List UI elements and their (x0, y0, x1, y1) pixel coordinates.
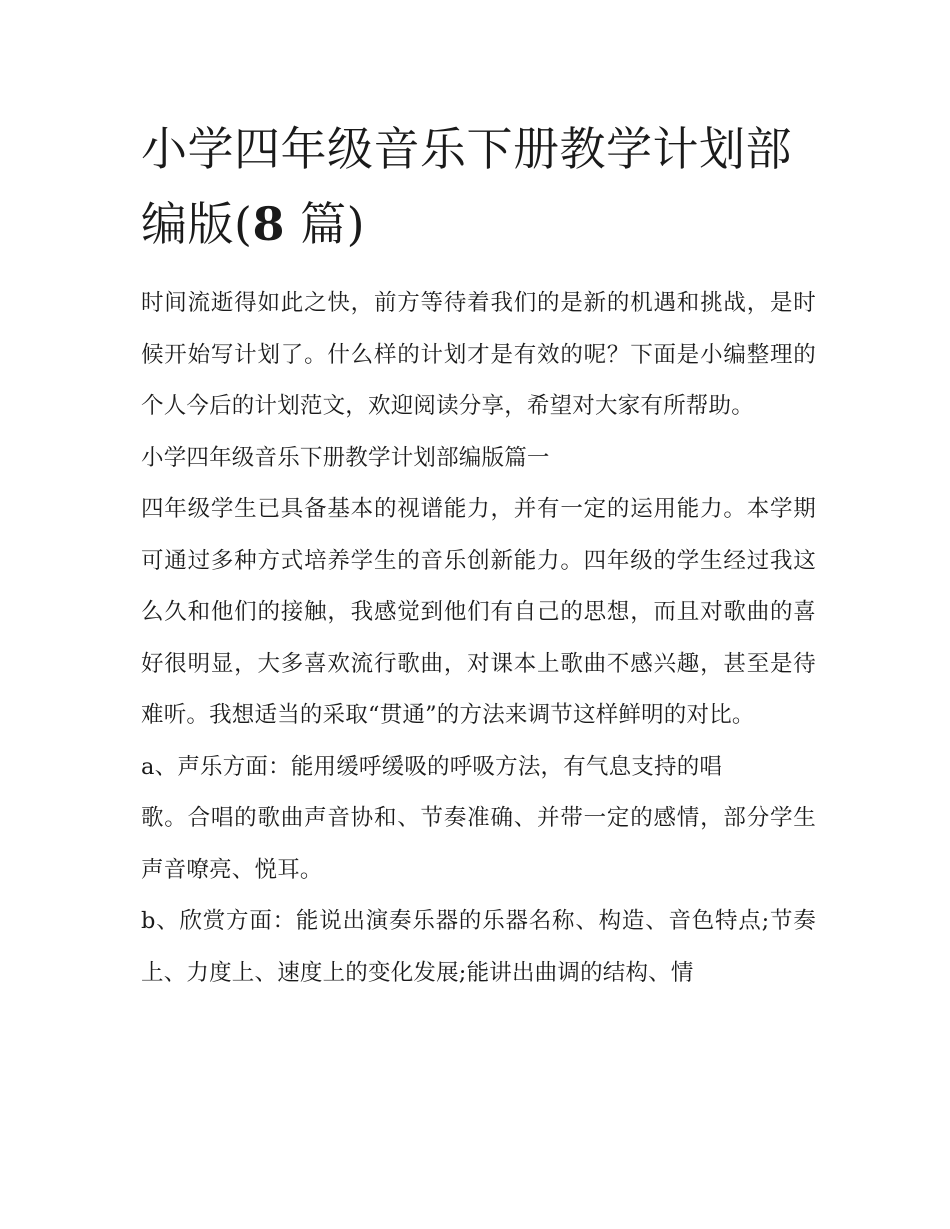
item-b: b、欣赏方面：能说出演奏乐器的乐器名称、构造、音色特点;节奏上、力度上、速度上的变化发展;能讲出曲调的结构、情 (141, 908, 816, 986)
title-text: 小学四年级音乐下册教学计划部编版( (141, 122, 792, 251)
section-heading: 小学四年级音乐下册教学计划部编版篇一 (141, 444, 550, 471)
item-a-first-line: a、声乐方面：能用缓呼缓吸的呼吸方法，有气息支持的唱 (141, 753, 723, 780)
body-paragraph: 四年级学生已具备基本的视谱能力，并有一定的运用能力。本学期可通过多种方式培养学生的音乐创新能力。四年级的学生经过我这么久和他们的接触，我感觉到他们有自己的思想，而且对歌曲的喜好很明显，大多喜欢流行歌曲，对课本上歌曲不感兴趣，甚至是待难听。我想适当的采取“贯通”的方法来调节这样鲜明的对比。 (141, 496, 816, 728)
item-a-continued: 歌。合唱的歌曲声音协和、节奏准确、并带一定的感情，部分学生声音嘹亮、悦耳。 (141, 805, 816, 883)
intro-paragraph: 时间流逝得如此之快，前方等待着我们的是新的机遇和挑战，是时候开始写计划了。什么样的计划才是有效的呢？下面是小编整理的个人今后的计划范文，欢迎阅读分享，希望对大家有所帮助。 (141, 290, 816, 419)
document-body (141, 278, 816, 999)
title-end: 篇) (284, 197, 366, 251)
document-title (141, 112, 821, 262)
title-count: 8 (252, 197, 285, 251)
item-a (141, 742, 816, 897)
